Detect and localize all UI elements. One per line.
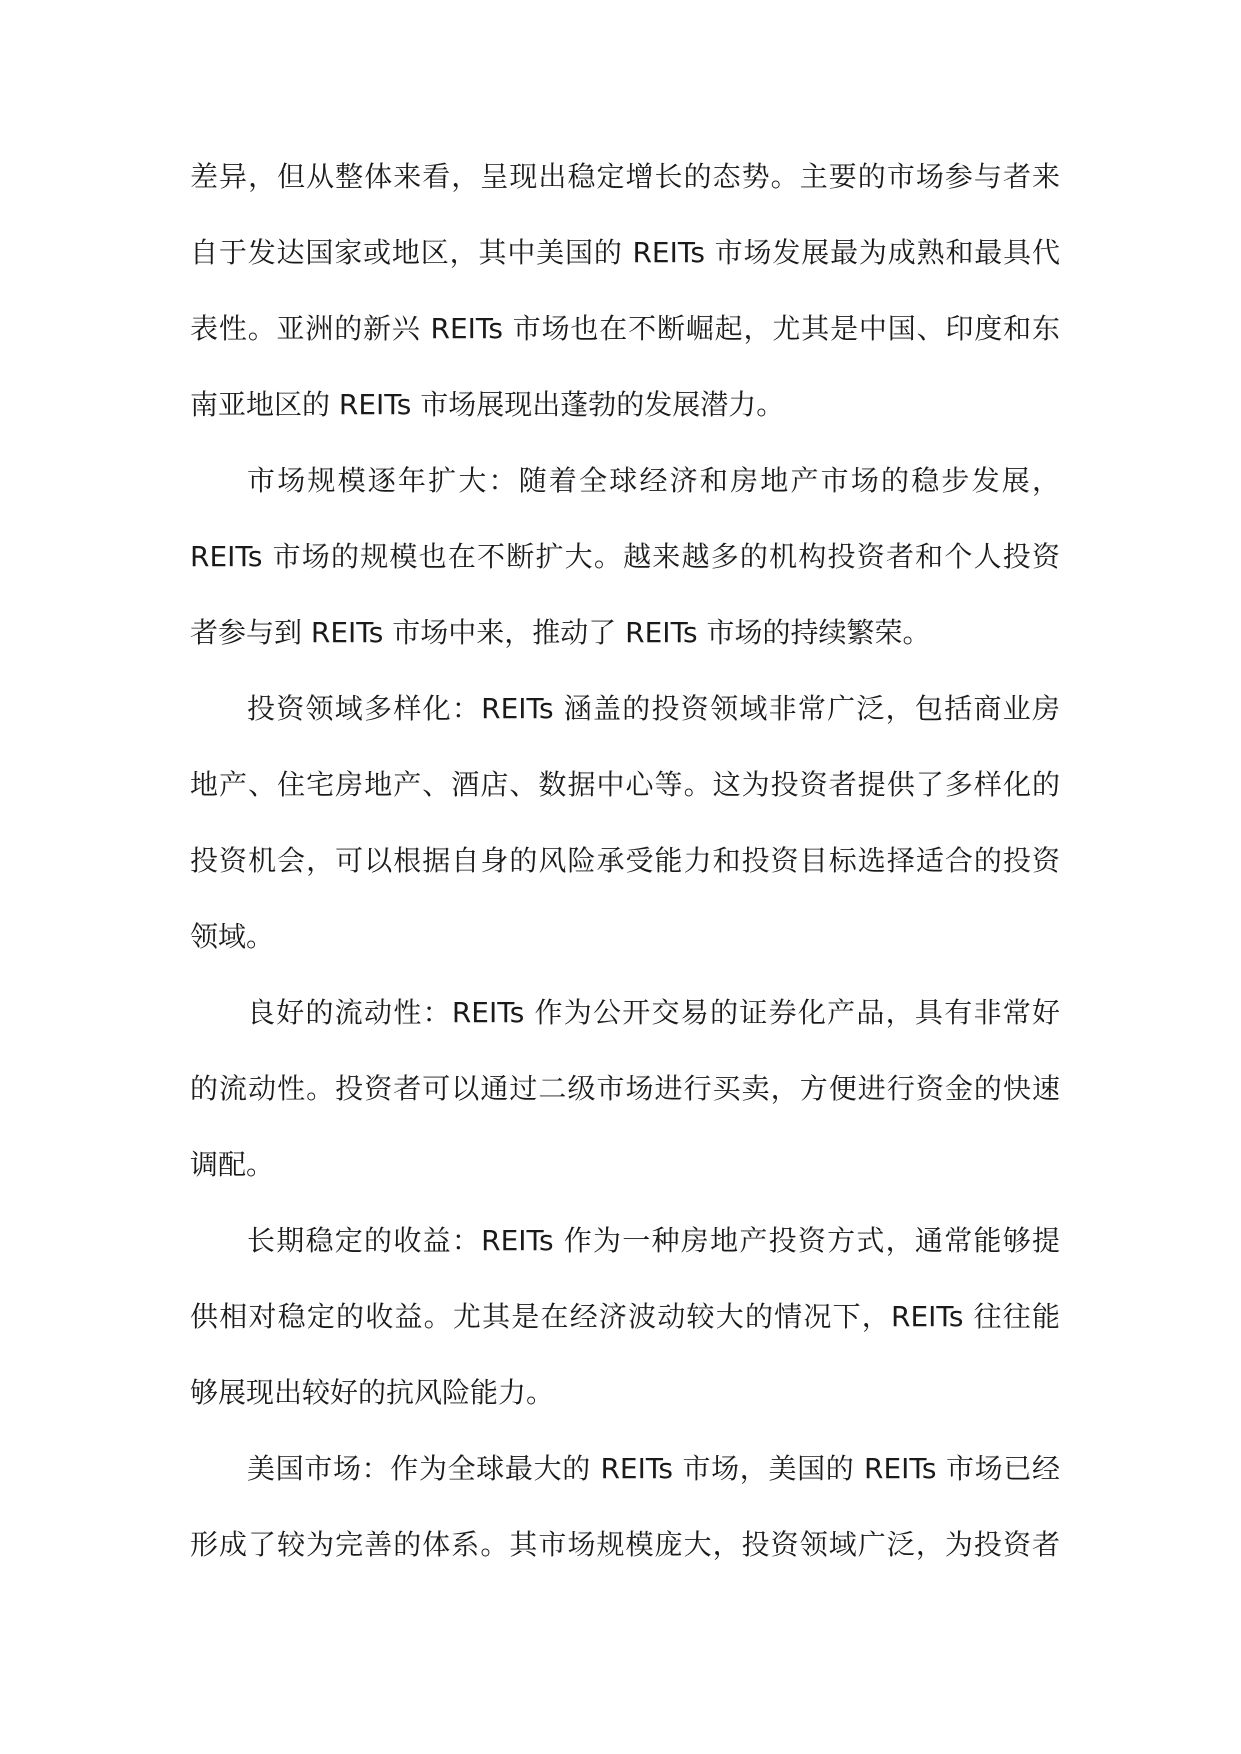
text-line: 地产、住宅房地产、酒店、数据中心等。这为投资者提供了多样化的 bbox=[190, 768, 1060, 801]
text-line: 调配。 bbox=[190, 1148, 275, 1181]
paragraph-first-line: 美国市场：作为全球最大的 REITs 市场，美国的 REITs 市场已经 bbox=[247, 1452, 1060, 1485]
text-line: 南亚地区的 REITs 市场展现出蓬勃的发展潜力。 bbox=[190, 388, 785, 421]
text-line: 投资机会，可以根据自身的风险承受能力和投资目标选择适合的投资 bbox=[190, 844, 1060, 877]
text-line: 的流动性。投资者可以通过二级市场进行买卖，方便进行资金的快速 bbox=[190, 1072, 1060, 1105]
text-line: 差异，但从整体来看，呈现出稳定增长的态势。主要的市场参与者来 bbox=[190, 160, 1060, 193]
paragraph-first-line: 长期稳定的收益：REITs 作为一种房地产投资方式，通常能够提 bbox=[247, 1224, 1060, 1257]
body-text bbox=[190, 139, 1060, 1583]
text-line: 表性。亚洲的新兴 REITs 市场也在不断崛起，尤其是中国、印度和东 bbox=[190, 312, 1060, 345]
paragraph-first-line: 市场规模逐年扩大：随着全球经济和房地产市场的稳步发展， bbox=[247, 464, 1060, 497]
text-line: 形成了较为完善的体系。其市场规模庞大，投资领域广泛，为投资者 bbox=[190, 1528, 1060, 1561]
text-line: 供相对稳定的收益。尤其是在经济波动较大的情况下，REITs 往往能 bbox=[190, 1300, 1060, 1333]
text-line: 领域。 bbox=[190, 920, 275, 953]
text-line: REITs 市场的规模也在不断扩大。越来越多的机构投资者和个人投资 bbox=[190, 540, 1060, 573]
text-line: 自于发达国家或地区，其中美国的 REITs 市场发展最为成熟和最具代 bbox=[190, 236, 1060, 269]
paragraph-first-line: 投资领域多样化：REITs 涵盖的投资领域非常广泛，包括商业房 bbox=[247, 692, 1060, 725]
paragraph-first-line: 良好的流动性：REITs 作为公开交易的证券化产品，具有非常好 bbox=[247, 996, 1060, 1029]
text-line: 者参与到 REITs 市场中来，推动了 REITs 市场的持续繁荣。 bbox=[190, 616, 931, 649]
text-line: 够展现出较好的抗风险能力。 bbox=[190, 1376, 555, 1409]
